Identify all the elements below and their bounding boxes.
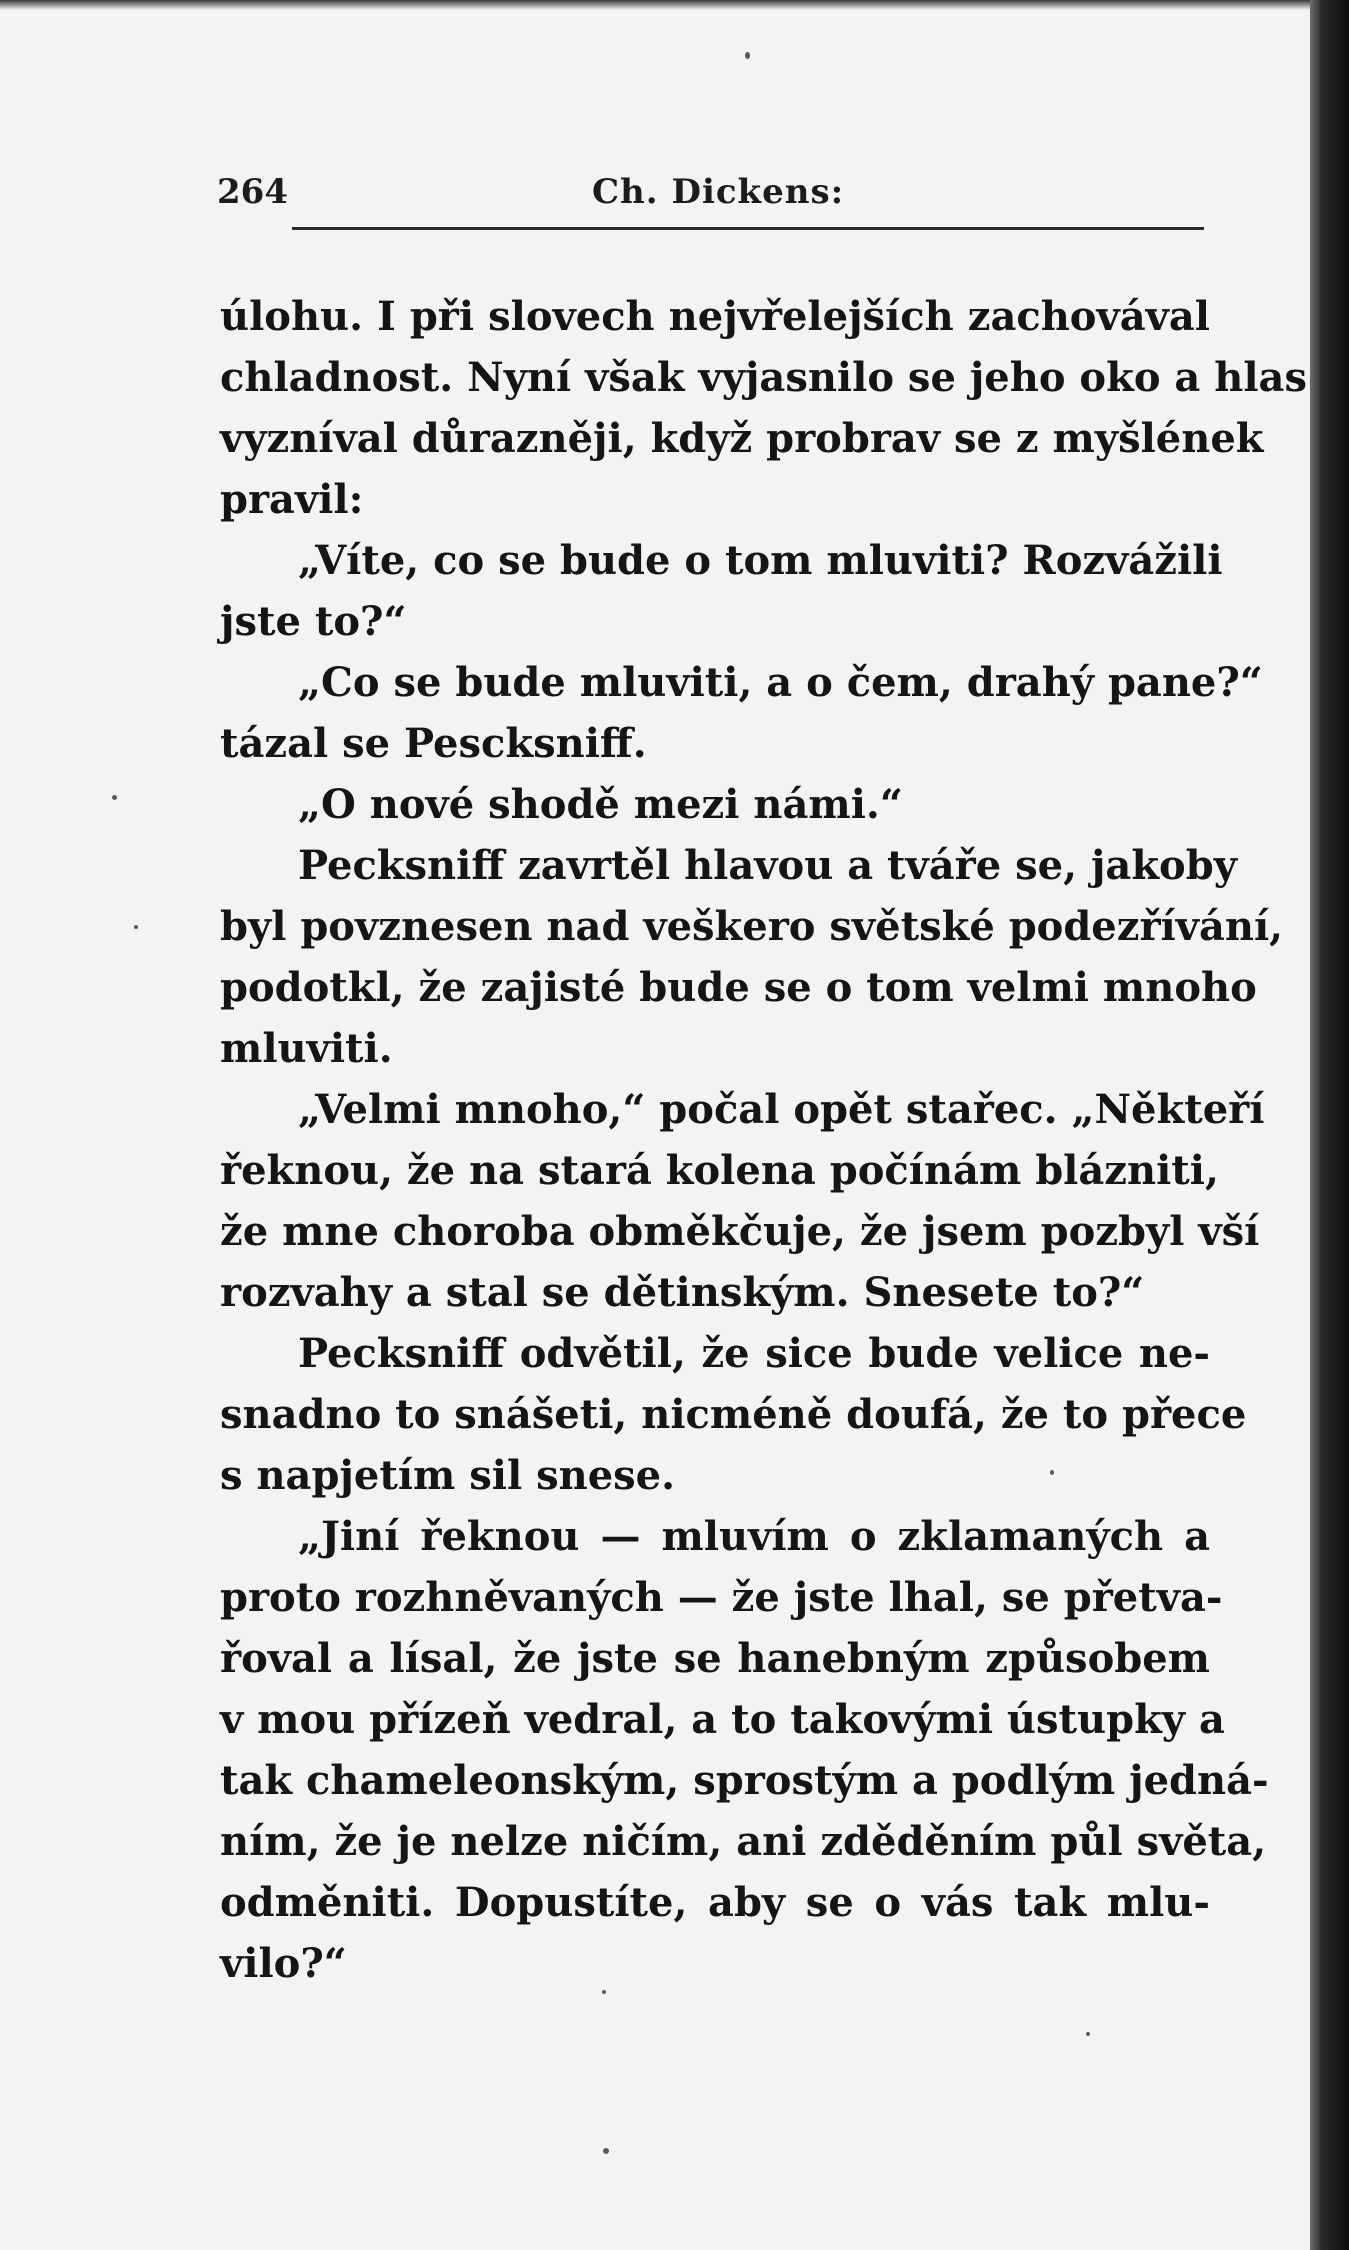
text-line: ním, že je nelze ničím, ani zděděním půl světa, [220, 1818, 1267, 1865]
text-line: jste to?“ [220, 598, 407, 645]
text-line: mluviti. [220, 1025, 393, 1072]
scan-speck [603, 2148, 609, 2154]
running-head: Ch. Dickens: [592, 172, 845, 212]
text-line: „Velmi mnoho,“ počal opět stařec. „Někteří [298, 1086, 1265, 1133]
text-line: tak chameleonským, sprostým a podlým jedná- [220, 1757, 1269, 1804]
text-line: odměniti. Dopustíte, aby se o vás tak mlu- [220, 1879, 1210, 1926]
text-line: „Jiní řeknou — mluvím o zklamaných a [298, 1513, 1210, 1560]
scan-speck [1086, 2032, 1090, 2036]
text-line: snadno to snášeti, nicméně doufá, že to přece [220, 1391, 1247, 1438]
scan-top-shadow [0, 0, 1310, 10]
text-line: vilo?“ [220, 1940, 347, 1987]
text-line: tázal se Pescksniff. [220, 720, 647, 767]
text-line: vyzníval důrazněji, když probrav se z myšlének [220, 415, 1264, 462]
body-text [220, 286, 1307, 1994]
scan-right-edge [1310, 0, 1349, 2250]
text-line: „Co se bude mluviti, a o čem, drahý pane?“ [298, 659, 1263, 706]
text-line: řeknou, že na stará kolena počínám blázniti, [220, 1147, 1219, 1194]
text-line: Pecksniff zavrtěl hlavou a tváře se, jakoby [298, 842, 1237, 889]
scan-speck [745, 52, 750, 59]
text-line: úlohu. I při slovech nejvřelejších zachovával [220, 293, 1210, 340]
scan-speck [134, 925, 138, 929]
header-rule [292, 227, 1204, 230]
text-line: Pecksniff odvětil, že sice bude velice ne- [298, 1330, 1210, 1377]
scan-speck [1050, 1470, 1054, 1475]
text-line: že mne choroba obměkčuje, že jsem pozbyl vší [220, 1208, 1260, 1255]
text-line: proto rozhněvaných — že jste lhal, se přetva- [220, 1574, 1223, 1621]
text-line: podotkl, že zajisté bude se o tom velmi mnoho [220, 964, 1257, 1011]
text-line: „O nové shodě mezi námi.“ [298, 781, 903, 828]
text-line: v mou přízeň vedral, a to takovými ústupky a [220, 1696, 1225, 1743]
page-header [217, 168, 1205, 218]
text-line: „Víte, co se bude o tom mluviti? Rozvážili [298, 537, 1223, 584]
text-line: s napjetím sil snese. [220, 1452, 676, 1499]
text-line: chladnost. Nyní však vyjasnilo se jeho oko a hlas [220, 354, 1307, 401]
scan-speck [112, 795, 117, 800]
text-line: byl povznesen nad veškero světské podezřívání, [220, 903, 1284, 950]
text-line: rozvahy a stal se dětinským. Snesete to?“ [220, 1269, 1145, 1316]
page-number: 264 [217, 172, 288, 212]
scan-speck [602, 1990, 606, 1994]
text-line: řoval a lísal, že jste se hanebným způsobem [220, 1635, 1210, 1682]
text-line: pravil: [220, 476, 364, 523]
